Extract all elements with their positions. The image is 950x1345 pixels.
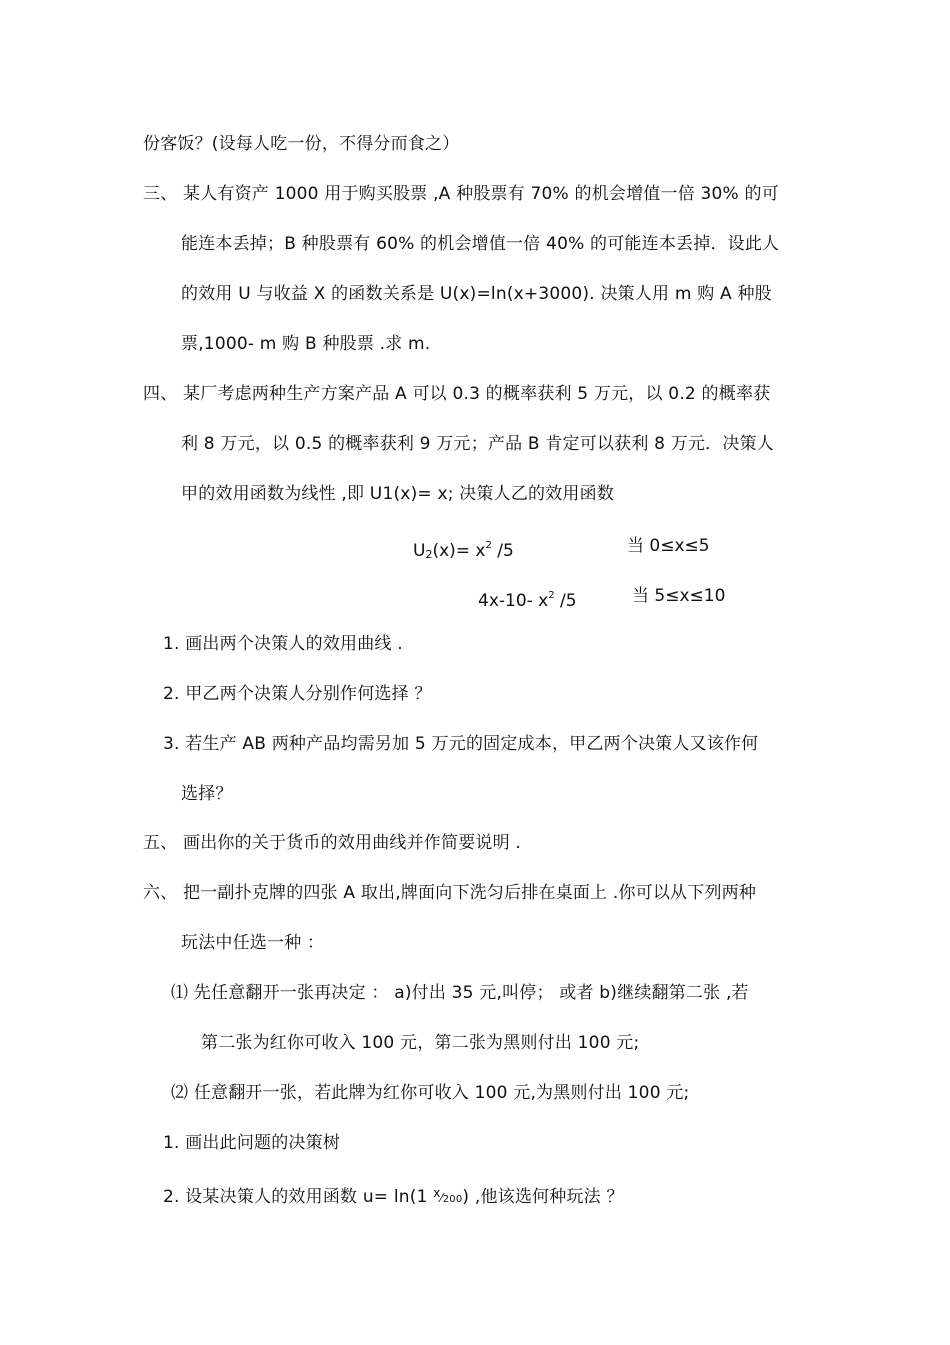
- q6-option-2: ⑵ 任意翻开一张，若此牌为红你可收入 100 元,为黑则付出 100 元;: [171, 1083, 690, 1103]
- q4-item-1: 1. 画出两个决策人的效用曲线 .: [163, 634, 403, 654]
- q6-line-1: 六、 把一副扑克牌的四张 A 取出,牌面向下洗匀后排在桌面上 .你可以从下列两种: [143, 883, 757, 903]
- text-line: 份客饭？(设每人吃一份，不得分而食之）: [143, 134, 460, 154]
- q6-item-2-tail: ) ,他该选何种玩法 ？: [462, 1187, 624, 1207]
- q3-line-1: 三、 某人有资产 1000 用于购买股票 ,A 种股票有 70% 的机会增值一倍 30% 的可: [143, 184, 779, 204]
- q4-line-3: 甲的效用函数为线性 ,即 U1(x)= x; 决策人乙的效用函数: [181, 484, 615, 504]
- q3-line-2: 能连本丢掉；B 种股票有 60% 的机会增值一倍 40% 的可能连本丢掉．设此人: [181, 234, 780, 254]
- q4-item-3: 3. 若生产 AB 两种产品均需另加 5 万元的固定成本，甲乙两个决策人又该作何: [163, 734, 759, 754]
- q6-item-1: 1. 画出此问题的决策树: [163, 1133, 341, 1153]
- q4-item-2: 2. 甲乙两个决策人分别作何选择 ？: [163, 684, 432, 704]
- q3-line-3: 的效用 U 与收益 X 的函数关系是 U(x)=ln(x+3000). 决策人用 m 购 A 种股: [181, 284, 772, 304]
- formula-row-2-condition: 当 5≤x≤10: [632, 586, 726, 606]
- q4-line-2: 利 8 万元，以 0.5 的概率获利 9 万元；产品 B 肯定可以获利 8 万元．决策人: [181, 434, 774, 454]
- formula-row-2-left: 4x-10- $x^2$ /5: [478, 590, 577, 611]
- fraction-numerator: x: [433, 1186, 441, 1200]
- q6-line-2: 玩法中任选一种 ：: [181, 933, 325, 953]
- formula-row-1-left: $U_2(x)= x^2$ /5: [413, 540, 514, 561]
- fraction-denominator: 200: [442, 1194, 463, 1205]
- q4-item-3-cont: 选择？: [181, 784, 233, 804]
- q4-line-1: 四、 某厂考虑两种生产方案产品 A 可以 0.3 的概率获利 5 万元，以 0.2 的概率获: [143, 384, 771, 404]
- formula-row-1-condition: 当 0≤x≤5: [627, 536, 710, 556]
- q6-item-2-text: 2. 设某决策人的效用函数 u= ln(1: [163, 1187, 434, 1207]
- q3-line-4: 票,1000- m 购 B 种股票 .求 m.: [181, 334, 431, 354]
- q6-item-2: 2. 设某决策人的效用函数 u= ln(1 $^x$⁄200) ,他该选何种玩法 ？: [163, 1186, 624, 1207]
- q6-option-1: ⑴ 先任意翻开一张再决定 ： a)付出 35 元,叫停； 或者 b)继续翻第二张 ,若: [171, 983, 749, 1003]
- q5-line: 五、 画出你的关于货币的效用曲线并作简要说明 .: [143, 833, 522, 853]
- q6-option-1-cont: 第二张为红你可收入 100 元，第二张为黑则付出 100 元;: [201, 1033, 640, 1053]
